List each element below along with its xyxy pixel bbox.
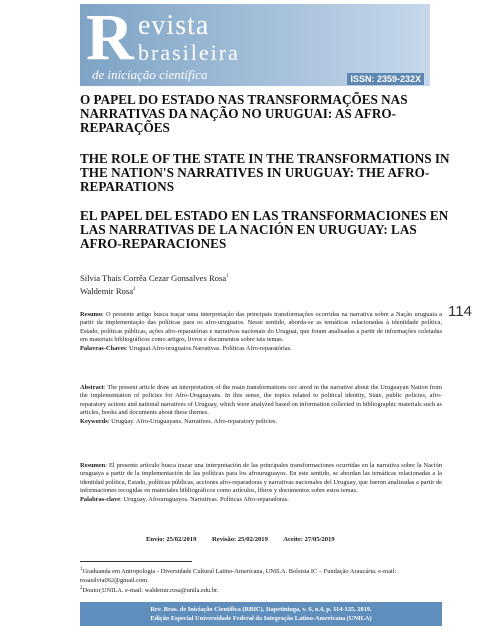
resumo-label: Resumo [80,311,103,318]
resumen-text: : El presente artículo busca trazar una interpretación de las principales transformaciones ocurridas en la narrativa sobre la Nación uruguaya a partir de la implementación de las políticas para los afrouruguayos. En este sentido, se abordan las temáticas relacionadas a la identidad política, Estado, políticas públicas, acciones afro-reparadoras y narrativas nacionales del Uruguay, que fueron analizadas a partir de informaciones recogidas en materiales bibliográficos como artículos, libros y documentos sobre estos temas. [80,462,442,495]
date-aceite: Aceite: 27/05/2019 [283,536,335,543]
resumen-block [80,462,442,504]
banner-line-3: de iniciação científica [92,67,208,82]
journal-footer [80,602,442,626]
footnote-1 [80,566,442,585]
title-spanish: EL PAPEL DEL ESTADO EN LAS TRANSFORMACIONES EN LAS NARRATIVAS DE LA NACIÓN EN URUGUAY: LAS AFRO-REPARACIONES [80,208,449,252]
footer-edition: Edição Especial Universidade Federal da Integração Latino-Americana (UNILA) [150,615,372,622]
abstract-keywords-label: Keywords [80,417,108,425]
author-1-name: Silvia Thais Corrêa Cezar Gonsalves Rosa [80,272,227,283]
footnote-1-mark: 1 [80,567,83,572]
footnote-2-mark: 2 [80,585,83,591]
submission-dates [146,536,349,543]
author-1 [80,271,229,284]
resumen-label: Resumen [80,462,106,469]
banner-initial: R [86,4,134,74]
resumo-paragraph [80,311,442,345]
abstract-keywords [80,418,442,426]
footnotes [80,566,442,595]
resumen-keywords-label: Palabras-clave [80,495,121,503]
banner-line-2: brasileira [138,40,240,65]
resumo-block [80,311,442,353]
abstract-block [80,384,442,426]
author-1-footnote-mark: 1 [226,274,229,279]
resumen-paragraph [80,462,442,496]
author-list [80,271,229,297]
footnote-2 [80,585,442,596]
journal-banner [80,4,430,86]
abstract-keywords-text: : Uruguay. Afro-Uruguayans. Narratives. Afro-reparatory policies. [107,417,278,425]
resumo-keywords [80,345,442,353]
date-envio: Envio: 25/02/2019 [146,536,197,543]
author-2-name: Waldemir Rosa [80,285,134,296]
footer-citation: Rev. Bras. de Iniciação Científica (RBIC), Itapetininga, v. 6, n.4, p. 114-125, 2019. [150,606,372,613]
author-2 [80,284,229,297]
footnote-divider [80,561,192,562]
footnote-2-text: Doutor,UNILA. e-mail: waldemir.rosa@unila.edu.br. [82,587,219,595]
resumen-keywords [80,496,442,504]
author-2-footnote-mark: 2 [133,286,136,292]
abstract-text: : The present article draw an interpretation of the main transformations occ arred in the narrative about the Uruguayan Nation from the implementation of policies for Afro-Uruguayans. In this sense, the topics related to political identity, State, public policies, afro-reparatory actions and national narratives of Uruguay, which were analyzed based on information collected in bibliographic materials such as articles, books and documents about these themes. [80,384,442,417]
resumo-keywords-text: : Uruguai.Afro-uruguaios.Narrativas. Políticas Afro-reparatórias. [125,344,292,352]
banner-line-1: evista [138,10,210,41]
resumo-keywords-label: Palavras-Chaves [80,344,126,352]
resumen-keywords-text: : Uruguay. Afrouruguayos. Narrativas. Políticas Afro-reparadoras. [120,495,289,503]
title-english: THE ROLE OF THE STATE IN THE TRANSFORMATIONS IN THE NATION'S NARRATIVES IN URUGUAY: THE AFRO-REPARATIONS [80,151,450,195]
abstract-label: Abstract [80,384,104,391]
issn-badge: ISSN: 2359-232X [347,73,424,85]
abstract-paragraph [80,384,442,418]
date-revisao: Revisão: 25/02/2019 [212,536,268,543]
footnote-1-text: Graduanda em Antropologia - Diversidade Cultural Latino-Americana, UNILA. Bolsista IC – Fundação Araucária. e-mail: rosasilvia062@gmail.com. [80,568,397,584]
title-portuguese: O PAPEL DO ESTADO NAS TRANSFORMAÇÕES NAS NARRATIVAS DA NAÇÃO NO URUGUAI: AS AFRO-REPARAÇÕES [80,92,408,136]
page-number: 114 [448,303,472,320]
resumo-text: : O presente artigo busca traçar uma interpretação das principais transformações ocorridas na narrativa sobre a Nação uruguaia a partir da implementação das políticas para os afro-uruguaios. Nesse sentido, aborda-se as temáticas relacionadas à identidade política, Estado, políticas públicas, ações afro-reparatórias e narrativas nacionais do Uruguai, que foram analisadas a partir de informações coletadas em materiais bibliográficos como artigos, livros e documentos sobre tais temas. [80,311,442,344]
